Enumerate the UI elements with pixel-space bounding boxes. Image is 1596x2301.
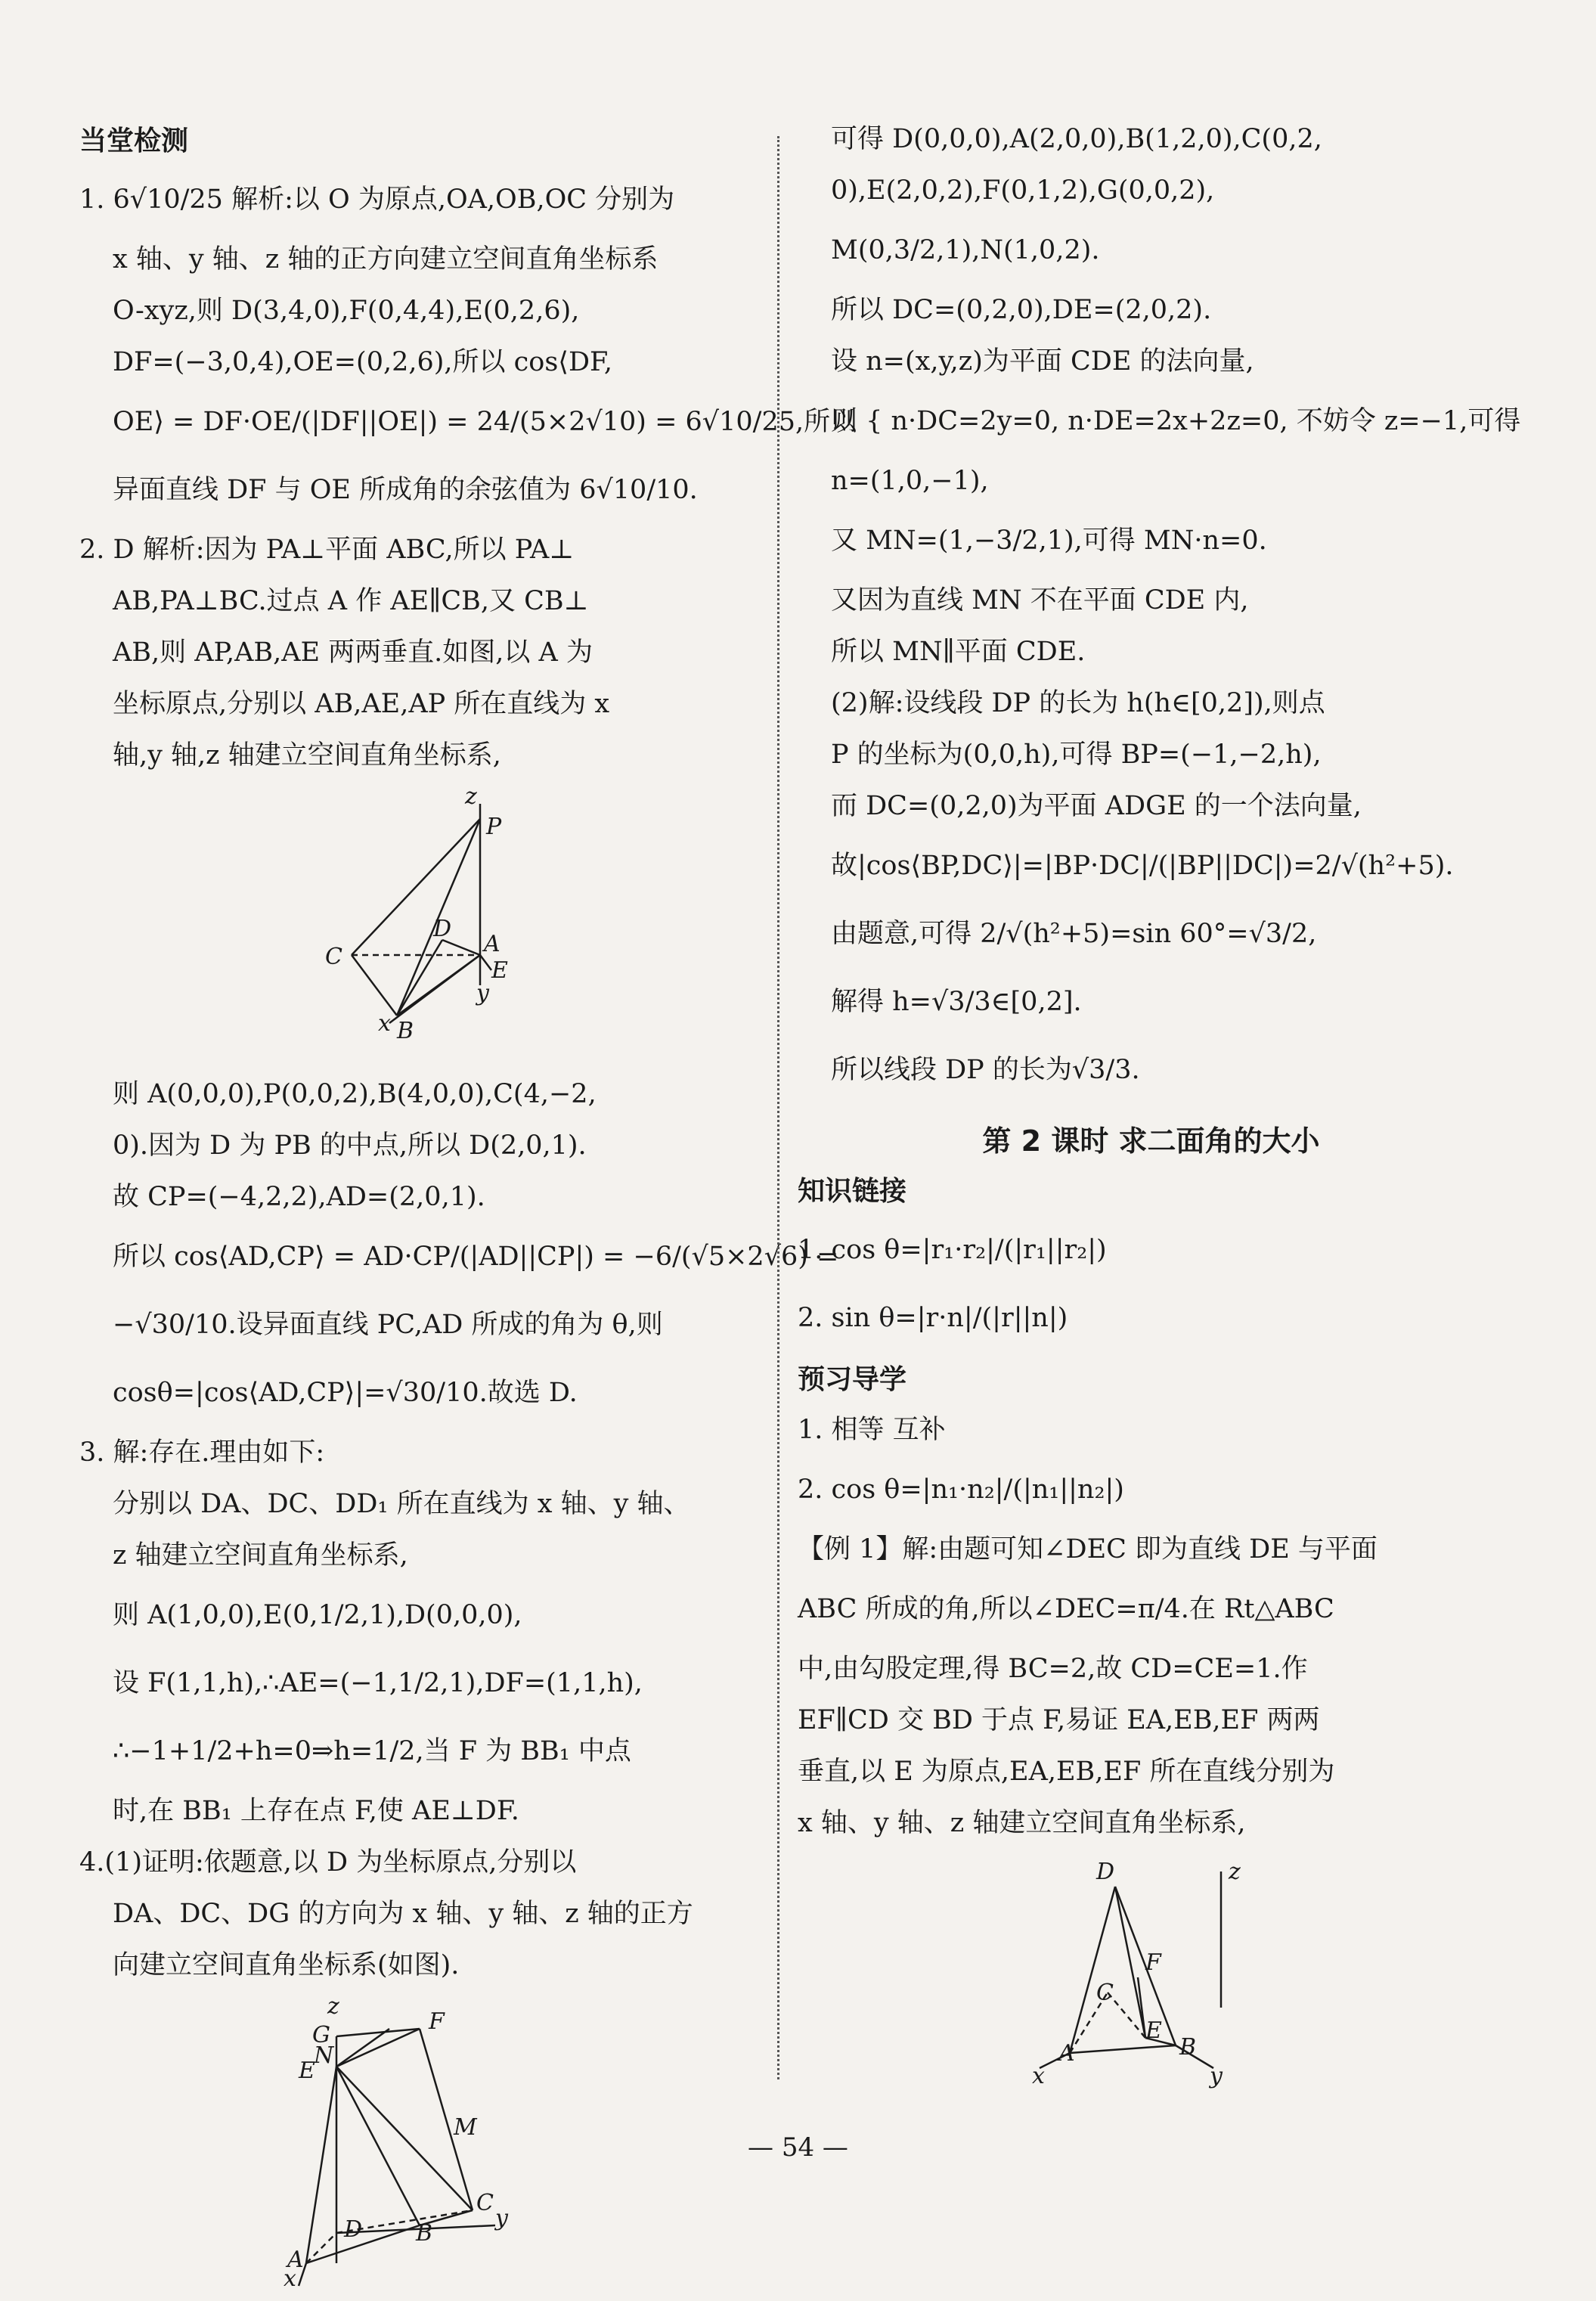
figure-label: E bbox=[491, 957, 508, 984]
text-line: 则 A(1,0,0),E(0,1/2,1),D(0,0,0), bbox=[113, 1600, 522, 1630]
figure-label: x bbox=[1032, 2063, 1045, 2089]
figure-label: M bbox=[454, 2114, 477, 2141]
text-line: 则 A(0,0,0),P(0,0,2),B(4,0,0),C(4,−2, bbox=[113, 1079, 597, 1109]
text-line: 垂直,以 E 为原点,EA,EB,EF 所在直线分别为 bbox=[798, 1757, 1335, 1787]
figure-label: A bbox=[287, 2247, 304, 2273]
text-line: 故 CP=(−4,2,2),AD=(2,0,1). bbox=[113, 1182, 485, 1212]
text-line: 故|cos⟨BP,DC⟩|=|BP·DC|/(|BP||DC|)=2/√(h²+5). bbox=[831, 851, 1454, 881]
column-divider bbox=[777, 136, 779, 2079]
right-column bbox=[798, 113, 1521, 2106]
figure-label: D bbox=[1096, 1859, 1115, 1885]
text-line: 又因为直线 MN 不在平面 CDE 内, bbox=[831, 585, 1249, 616]
figure-label: C bbox=[325, 944, 342, 970]
text-line: n=(1,0,−1), bbox=[831, 466, 989, 496]
text-line: AB,则 AP,AB,AE 两两垂直.如图,以 A 为 bbox=[113, 637, 593, 668]
text-line: 4.(1)证明:依题意,以 D 为坐标原点,分别以 bbox=[79, 1847, 577, 1878]
text-line: 1. 相等 互补 bbox=[798, 1415, 946, 1445]
text-line: cosθ=|cos⟨AD,CP⟩|=√30/10.故选 D. bbox=[113, 1378, 578, 1408]
figure-label: B bbox=[397, 1018, 414, 1044]
figure-label: y bbox=[1210, 2063, 1223, 2089]
text-line: OE⟩ = DF·OE/(|DF||OE|) = 24/(5×2√10) = 6√10/25,所以 bbox=[113, 407, 857, 437]
text-line: 2. D 解析:因为 PA⊥平面 ABC,所以 PA⊥ bbox=[79, 535, 575, 565]
text-line: AB,PA⊥BC.过点 A 作 AE∥CB,又 CB⊥ bbox=[113, 586, 589, 616]
page-number: — 54 — bbox=[748, 2132, 848, 2163]
figure-edge bbox=[306, 2067, 336, 2263]
text-line: 【例 1】解:由题可知∠DEC 即为直线 DE 与平面 bbox=[798, 1534, 1378, 1564]
text-line: 可得 D(0,0,0),A(2,0,0),B(1,2,0),C(0,2, bbox=[831, 124, 1322, 154]
text-line: (2)解:设线段 DP 的长为 h(h∈[0,2]),则点 bbox=[831, 688, 1325, 718]
text-line: 解得 h=√3/3∈[0,2]. bbox=[831, 987, 1082, 1017]
section-heading: 当堂检测 bbox=[79, 126, 189, 157]
figure-label: B bbox=[416, 2220, 433, 2247]
section-heading: 预习导学 bbox=[798, 1364, 907, 1395]
text-line: O-xyz,则 D(3,4,0),F(0,4,4),E(0,2,6), bbox=[113, 296, 580, 326]
text-line: 分别以 DA、DC、DD₁ 所在直线为 x 轴、y 轴、 bbox=[113, 1489, 690, 1519]
figure-edge bbox=[1070, 2045, 1176, 2053]
figure-edge bbox=[352, 955, 397, 1016]
geometry-figure-fig3 bbox=[1024, 1856, 1281, 2098]
text-line: 异面直线 DF 与 OE 所成角的余弦值为 6√10/10. bbox=[113, 475, 698, 505]
section-heading: 知识链接 bbox=[798, 1176, 907, 1207]
text-line: 则 { n·DC=2y=0, n·DE=2x+2z=0, 不妨令 z=−1,可得 bbox=[831, 406, 1521, 436]
text-line: 坐标原点,分别以 AB,AE,AP 所在直线为 x bbox=[113, 689, 610, 719]
figure-label: x bbox=[284, 2265, 296, 2292]
text-line: 设 F(1,1,h),∴AE=(−1,1/2,1),DF=(1,1,h), bbox=[113, 1668, 643, 1698]
text-line: 2. sin θ=|r·n|/(|r||n|) bbox=[798, 1303, 1068, 1333]
text-line: 设 n=(x,y,z)为平面 CDE 的法向量, bbox=[831, 346, 1254, 377]
text-line: 所以 cos⟨AD,CP⟩ = AD·CP/(|AD||CP|) = −6/(√5×2√6) = bbox=[113, 1242, 839, 1272]
text-line: 1. 6√10/25 解析:以 O 为原点,OA,OB,OC 分别为 bbox=[79, 185, 675, 215]
figure-label: z bbox=[327, 1999, 339, 2020]
figure-label: y bbox=[476, 980, 489, 1006]
text-line: ∴−1+1/2+h=0⇒h=1/2,当 F 为 BB₁ 中点 bbox=[113, 1736, 631, 1766]
figure-label: E bbox=[299, 2058, 315, 2084]
text-line: 2. cos θ=|n₁·n₂|/(|n₁||n₂|) bbox=[798, 1475, 1124, 1505]
text-line: x 轴、y 轴、z 轴的正方向建立空间直角坐标系 bbox=[113, 244, 659, 274]
geometry-figure-fig1 bbox=[291, 789, 609, 1061]
figure-edge bbox=[480, 955, 491, 970]
text-line: 轴,y 轴,z 轴建立空间直角坐标系, bbox=[113, 740, 501, 771]
figure-edge bbox=[352, 819, 480, 955]
text-line: EF∥CD 交 BD 于点 F,易证 EA,EB,EF 两两 bbox=[798, 1705, 1320, 1735]
section-heading: 第 2 课时 求二面角的大小 bbox=[982, 1124, 1320, 1158]
text-line: ABC 所成的角,所以∠DEC=π/4.在 Rt△ABC bbox=[798, 1594, 1334, 1624]
text-line: M(0,3/2,1),N(1,0,2). bbox=[831, 235, 1100, 265]
figure-edge bbox=[1115, 1887, 1145, 2038]
text-line: P 的坐标为(0,0,h),可得 BP=(−1,−2,h), bbox=[831, 740, 1322, 770]
figure-label: N bbox=[314, 2042, 334, 2069]
figure-label: x bbox=[378, 1010, 391, 1037]
text-line: DA、DC、DG 的方向为 x 轴、y 轴、z 轴的正方 bbox=[113, 1899, 693, 1929]
figure-edge bbox=[442, 940, 480, 955]
text-line: z 轴建立空间直角坐标系, bbox=[113, 1540, 408, 1571]
figure-edge bbox=[1070, 1887, 1115, 2053]
figure-label: A bbox=[1058, 2040, 1075, 2067]
text-line: 0),E(2,0,2),F(0,1,2),G(0,0,2), bbox=[831, 175, 1215, 206]
text-line: 0).因为 D 为 PB 的中点,所以 D(2,0,1). bbox=[113, 1130, 587, 1161]
figure-label: F bbox=[429, 2008, 445, 2035]
text-line: 向建立空间直角坐标系(如图). bbox=[113, 1950, 460, 1980]
text-line: 而 DC=(0,2,0)为平面 ADGE 的一个法向量, bbox=[831, 791, 1362, 821]
text-line: 中,由勾股定理,得 BC=2,故 CD=CE=1.作 bbox=[798, 1654, 1308, 1684]
text-line: 时,在 BB₁ 上存在点 F,使 AE⊥DF. bbox=[113, 1796, 519, 1826]
figure-label: A bbox=[484, 931, 500, 957]
text-line: 由题意,可得 2/√(h²+5)=sin 60°=√3/2, bbox=[831, 919, 1317, 949]
text-line: x 轴、y 轴、z 轴建立空间直角坐标系, bbox=[798, 1808, 1246, 1838]
text-line: 1. cos θ=|r₁·r₂|/(|r₁||r₂|) bbox=[798, 1235, 1107, 1265]
text-line: 3. 解:存在.理由如下: bbox=[79, 1437, 325, 1468]
text-line: DF=(−3,0,4),OE=(0,2,6),所以 cos⟨DF, bbox=[113, 347, 612, 377]
figure-label: D bbox=[433, 916, 452, 942]
text-line: 所以 MN∥平面 CDE. bbox=[831, 637, 1086, 667]
figure-label: z bbox=[1229, 1859, 1241, 1885]
figure-edge bbox=[397, 940, 442, 1016]
text-line: 又 MN=(1,−3/2,1),可得 MN·n=0. bbox=[831, 526, 1267, 556]
figure-label: F bbox=[1145, 1949, 1161, 1976]
figure-label: P bbox=[486, 814, 502, 840]
text-line: 所以线段 DP 的长为√3/3. bbox=[831, 1055, 1140, 1085]
figure-label: G bbox=[312, 2022, 330, 2048]
text-line: 所以 DC=(0,2,0),DE=(2,0,2). bbox=[831, 295, 1212, 325]
figure-label: B bbox=[1179, 2034, 1197, 2061]
figure-label: E bbox=[1145, 2017, 1162, 2044]
figure-label: D bbox=[344, 2216, 363, 2243]
text-line: −√30/10.设异面直线 PC,AD 所成的角为 θ,则 bbox=[113, 1310, 663, 1340]
figure-label: C bbox=[1096, 1980, 1114, 2006]
figure-label: z bbox=[465, 789, 477, 810]
figure-label: y bbox=[495, 2205, 508, 2231]
figure-edge bbox=[389, 955, 480, 1023]
figure-label: C bbox=[476, 2190, 494, 2216]
